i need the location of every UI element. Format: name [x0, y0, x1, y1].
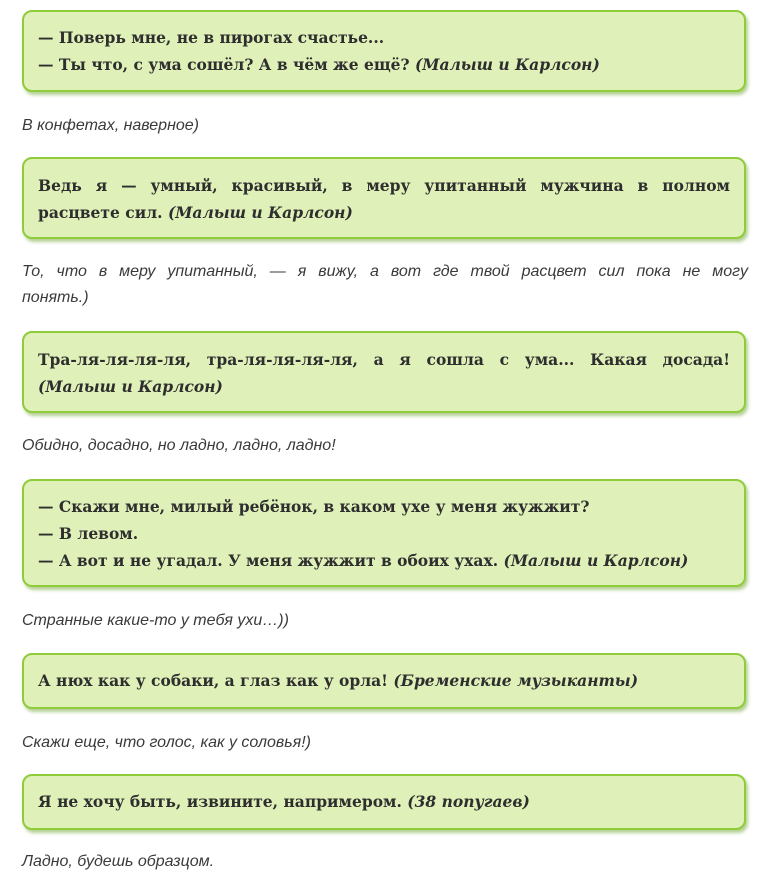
quote-box	[22, 653, 746, 709]
quote-line: Ведь я — умный, красивый, в меру упитанный мужчина в полном	[38, 176, 730, 195]
quote-line: — Скажи мне, милый ребёнок, в каком ухе у меня жужжит?	[38, 497, 590, 516]
quote-line: Тра-ля-ля-ля-ля, тра-ля-ля-ля-ля, а я сошла с ума... Какая досада!	[38, 350, 730, 369]
comment: В конфетах, наверное)	[22, 117, 200, 134]
quote-box	[22, 479, 746, 587]
quote-line: Я не хочу быть, извините, напримером. (38 попугаев)	[38, 792, 530, 811]
quote-box	[22, 157, 746, 239]
quote-line: — Поверь мне, не в пирогах счастье...	[38, 28, 385, 47]
quote-line: — А вот и не угадал. У меня жужжит в обоих ухах. (Малыш и Карлсон)	[38, 551, 689, 570]
quote-line: — В левом.	[38, 524, 139, 543]
comment: Обидно, досадно, но ладно, ладно, ладно!	[22, 437, 336, 454]
quote-source: (Малыш и Карлсон)	[38, 377, 223, 396]
quote-box	[22, 10, 746, 92]
quote-source: (Малыш и Карлсон)	[503, 551, 689, 570]
comment: Скажи еще, что голос, как у соловья!)	[22, 734, 311, 751]
quote-line: А нюх как у собаки, а глаз как у орла! (Бременские музыканты)	[38, 671, 639, 690]
quote-source: (38 попугаев)	[407, 792, 530, 811]
comment: То, что в меру упитанный, — я вижу, а вот где твой расцвет сил пока не могу понять.)	[22, 263, 748, 306]
quote-box	[22, 774, 746, 830]
quote-source: (Малыш и Карлсон)	[414, 55, 600, 74]
quote-line: расцвете сил. (Малыш и Карлсон)	[38, 203, 353, 222]
quote-line	[38, 373, 730, 400]
comment: Ладно, будешь образцом.	[22, 853, 215, 870]
quote-source: (Бременские музыканты)	[393, 671, 639, 690]
comment: Странные какие-то у тебя ухи…))	[22, 612, 289, 629]
quote-line: — Ты что, с ума сошёл? А в чём же ещё? (Малыш и Карлсон)	[38, 55, 600, 74]
quote-box	[22, 331, 746, 413]
quote-source: (Малыш и Карлсон)	[167, 203, 353, 222]
